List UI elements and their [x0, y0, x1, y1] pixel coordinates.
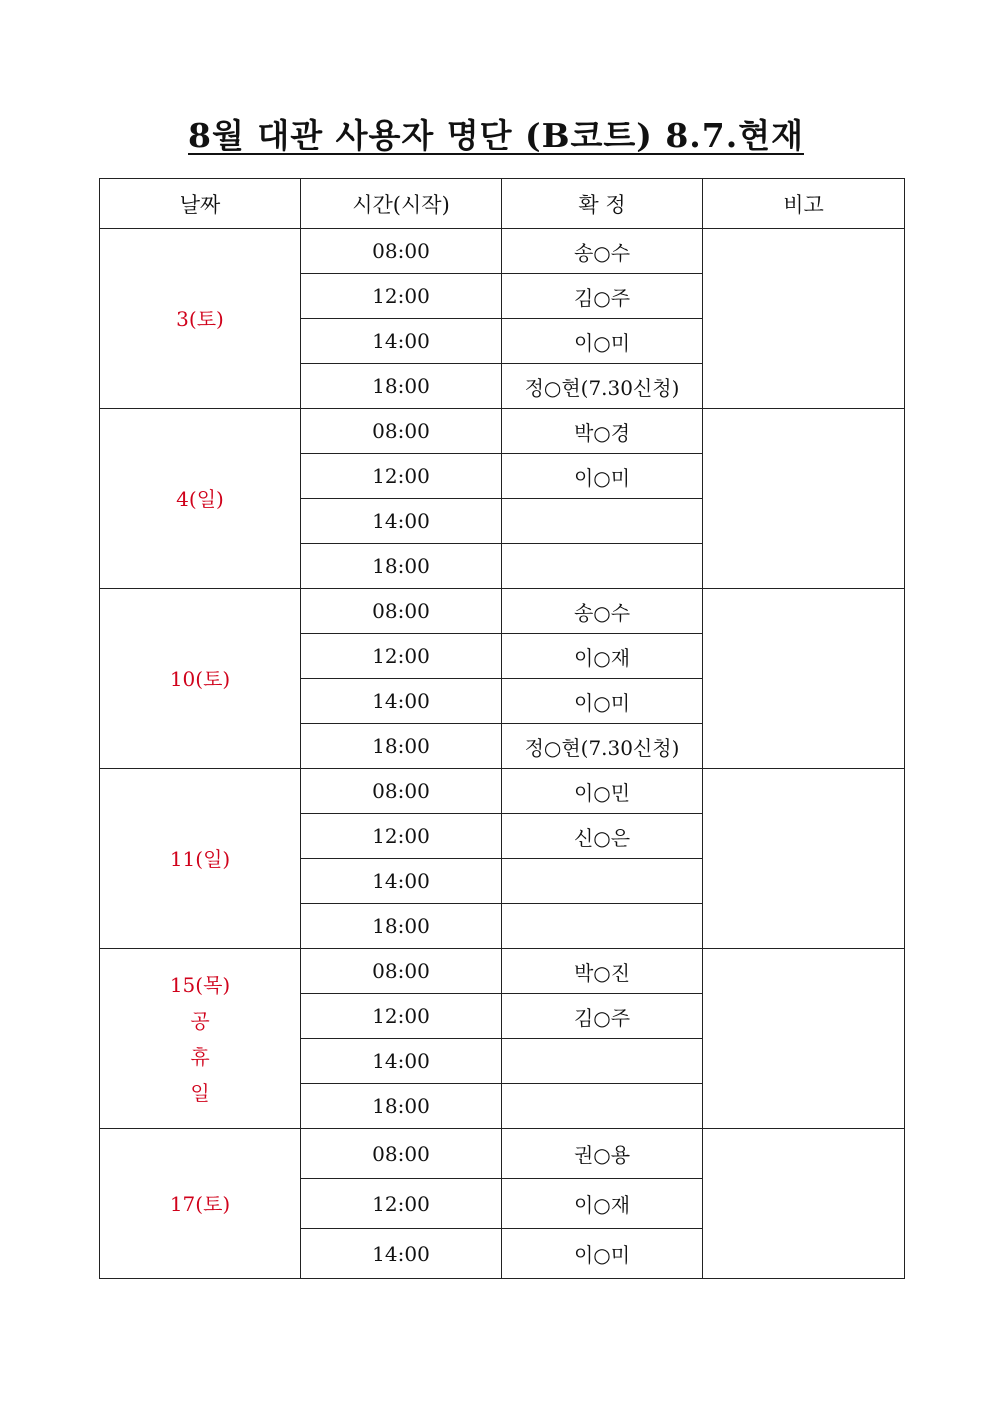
- time-cell: 12:00: [301, 274, 502, 319]
- table-row: [100, 949, 905, 994]
- time-cell: 14:00: [301, 859, 502, 904]
- time-cell: 08:00: [301, 589, 502, 634]
- confirmed-name-cell: [502, 904, 703, 949]
- date-cell: [100, 229, 301, 409]
- confirmed-name-cell: 정○현(7.30신청): [502, 724, 703, 769]
- notes-cell: [703, 769, 905, 949]
- table-row: [100, 409, 905, 454]
- table-row: [100, 229, 905, 274]
- time-cell: 18:00: [301, 724, 502, 769]
- confirmed-name-cell: 이○미: [502, 679, 703, 724]
- time-cell: 08:00: [301, 1129, 502, 1179]
- holiday-label: 휴: [190, 1044, 210, 1069]
- time-cell: 12:00: [301, 1179, 502, 1229]
- notes-cell: [703, 949, 905, 1129]
- notes-cell: [703, 589, 905, 769]
- date-cell: [100, 769, 301, 949]
- time-cell: 18:00: [301, 1084, 502, 1129]
- time-cell: 14:00: [301, 1039, 502, 1084]
- schedule-body: [100, 229, 905, 1279]
- header-row: [100, 179, 905, 229]
- date-label: 15(목): [169, 972, 231, 997]
- notes-cell: [703, 1129, 905, 1279]
- time-cell: 14:00: [301, 679, 502, 724]
- time-cell: 18:00: [301, 364, 502, 409]
- date-label: 4(일): [176, 486, 224, 511]
- date-cell: [100, 409, 301, 589]
- header-date: 날짜: [100, 179, 301, 229]
- time-cell: 18:00: [301, 544, 502, 589]
- time-cell: 12:00: [301, 814, 502, 859]
- time-cell: 14:00: [301, 1229, 502, 1279]
- holiday-label: 공: [190, 1008, 210, 1033]
- page-title: [0, 110, 992, 157]
- confirmed-name-cell: 박○경: [502, 409, 703, 454]
- confirmed-name-cell: 이○미: [502, 454, 703, 499]
- header-time: 시간(시작): [301, 179, 502, 229]
- confirmed-name-cell: [502, 499, 703, 544]
- time-cell: 12:00: [301, 454, 502, 499]
- confirmed-name-cell: 김○주: [502, 274, 703, 319]
- confirmed-name-cell: 신○은: [502, 814, 703, 859]
- confirmed-name-cell: 송○수: [502, 589, 703, 634]
- page-title-text: 8월 대관 사용자 명단 (B코트) 8.7.현재: [188, 116, 804, 155]
- time-cell: 08:00: [301, 949, 502, 994]
- confirmed-name-cell: 이○재: [502, 634, 703, 679]
- confirmed-name-cell: 권○용: [502, 1129, 703, 1179]
- time-cell: 12:00: [301, 634, 502, 679]
- table-row: [100, 1129, 905, 1179]
- date-label: 11(일): [169, 846, 231, 871]
- header-confirmed: 확 정: [502, 179, 703, 229]
- table-row: [100, 589, 905, 634]
- confirmed-name-cell: 송○수: [502, 229, 703, 274]
- confirmed-name-cell: 박○진: [502, 949, 703, 994]
- confirmed-name-cell: 김○주: [502, 994, 703, 1039]
- notes-cell: [703, 409, 905, 589]
- time-cell: 12:00: [301, 994, 502, 1039]
- date-label: 10(토): [169, 666, 231, 691]
- holiday-label: 일: [190, 1080, 210, 1105]
- notes-cell: [703, 229, 905, 409]
- time-cell: 14:00: [301, 319, 502, 364]
- confirmed-name-cell: 이○재: [502, 1179, 703, 1229]
- time-cell: 14:00: [301, 499, 502, 544]
- confirmed-name-cell: 이○미: [502, 1229, 703, 1279]
- confirmed-name-cell: 이○미: [502, 319, 703, 364]
- time-cell: 08:00: [301, 229, 502, 274]
- confirmed-name-cell: [502, 859, 703, 904]
- date-label: 17(토): [169, 1191, 231, 1216]
- confirmed-name-cell: 이○민: [502, 769, 703, 814]
- date-label: 3(토): [176, 306, 224, 331]
- confirmed-name-cell: [502, 1084, 703, 1129]
- header-notes: 비고: [703, 179, 905, 229]
- date-cell: [100, 949, 301, 1129]
- schedule-table: [99, 178, 905, 1279]
- time-cell: 18:00: [301, 904, 502, 949]
- date-cell: [100, 1129, 301, 1279]
- confirmed-name-cell: 정○현(7.30신청): [502, 364, 703, 409]
- confirmed-name-cell: [502, 1039, 703, 1084]
- confirmed-name-cell: [502, 544, 703, 589]
- time-cell: 08:00: [301, 409, 502, 454]
- date-cell: [100, 589, 301, 769]
- table-row: [100, 769, 905, 814]
- time-cell: 08:00: [301, 769, 502, 814]
